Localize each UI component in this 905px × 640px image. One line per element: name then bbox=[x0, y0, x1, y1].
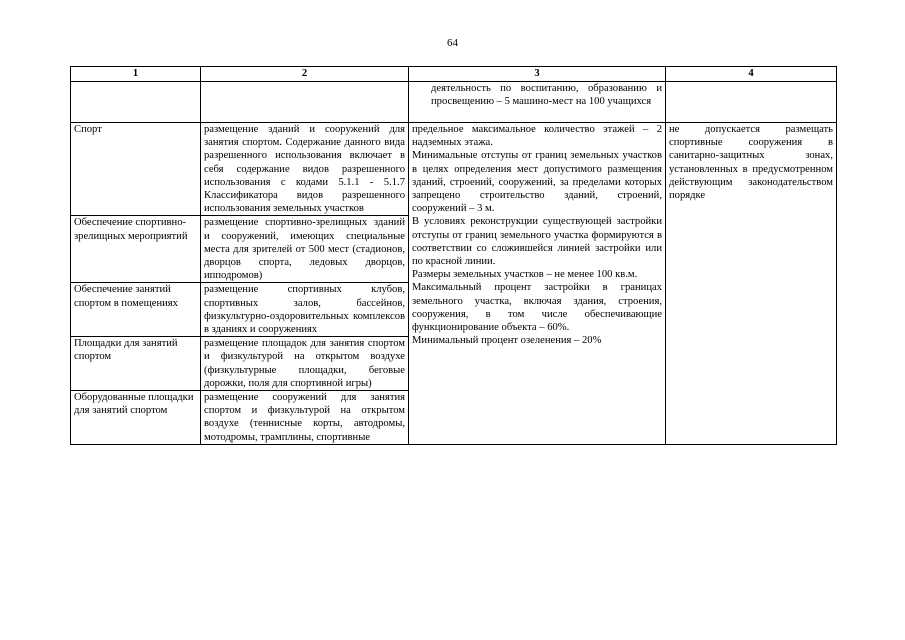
parameter-item: Размеры земельных участков – не менее 100 кв.м. bbox=[412, 269, 638, 281]
header-col-1: 1 bbox=[71, 67, 201, 82]
zoning-table bbox=[70, 66, 837, 445]
use-type-name: Оборудованные площадки для занятий спортом bbox=[71, 391, 201, 445]
parameter-item: Минимальные отступы от границ земельных участков в целях определения мест допустимого размещения зданий, строений, сооружений, за пределами которых запрещено строительство зданий, строений, сооружений – 3 м. bbox=[412, 150, 662, 215]
table-row bbox=[71, 123, 837, 216]
header-row bbox=[71, 67, 837, 82]
continuation-cell-2 bbox=[201, 82, 409, 123]
use-type-name: Обеспечение занятий спортом в помещениях bbox=[71, 283, 201, 337]
continuation-cell-4 bbox=[666, 82, 837, 123]
use-type-name: Спорт bbox=[71, 123, 201, 216]
header-col-4: 4 bbox=[666, 67, 837, 82]
parameter-item: Максимальный процент застройки в границах земельного участка, включая здания, строения, сооружения, в том числе обеспечивающие функционирование объекта – 60%. bbox=[412, 282, 662, 334]
parameter-item: В условиях реконструкции существующей застройки отступы от границ земельного участка формируются в соответствии со сложившейся линией застройки или по красной линии. bbox=[412, 216, 662, 268]
use-type-description: размещение площадок для занятия спортом и физкультурой на открытом воздухе (физкультурные площадки, беговые дорожки, поля для спортивной игры) bbox=[201, 337, 409, 391]
restrictions-cell: не допускается размещать спортивные сооружения в санитарно-защитных зонах, установленных в предусмотренном действующим законодательством порядке bbox=[666, 123, 837, 445]
parameter-item: Минимальный процент озеленения – 20% bbox=[412, 335, 602, 347]
continuation-cell-1 bbox=[71, 82, 201, 123]
parameter-item: предельное максимальное количество этажей – 2 надземных этажа. bbox=[412, 124, 662, 149]
use-type-description: размещение спортивных клубов, спортивных залов, бассейнов, физкультурно-оздоровительных комплексов в зданиях и сооружениях bbox=[201, 283, 409, 337]
page-number: 64 bbox=[447, 37, 458, 49]
parameters-cell bbox=[409, 123, 666, 445]
use-type-name: Площадки для занятий спортом bbox=[71, 337, 201, 391]
use-type-description: размещение зданий и сооружений для занятия спортом. Содержание данного вида разрешенного использования включает в себя содержание видов разрешенного использования с кодами 5.1.1 - 5.1.7 Классификатора видов разрешенного использования земельных участков bbox=[201, 123, 409, 216]
use-type-name: Обеспечение спортивно-зрелищных мероприятий bbox=[71, 216, 201, 283]
continuation-parameters: деятельность по воспитанию, образованию и просвещению – 5 машино-мест на 100 учащихся bbox=[409, 82, 666, 123]
header-col-3: 3 bbox=[409, 67, 666, 82]
continuation-row bbox=[71, 82, 837, 123]
use-type-description: размещение спортивно-зрелищных зданий и сооружений, имеющих специальные места для зрителей от 500 мест (стадионов, дворцов спорта, ледовых дворцов, ипподромов) bbox=[201, 216, 409, 283]
use-type-description: размещение сооружений для занятия спортом и физкультурой на открытом воздухе (теннисные корты, автодромы, мотодромы, трамплины, спортивные bbox=[201, 391, 409, 445]
header-col-2: 2 bbox=[201, 67, 409, 82]
